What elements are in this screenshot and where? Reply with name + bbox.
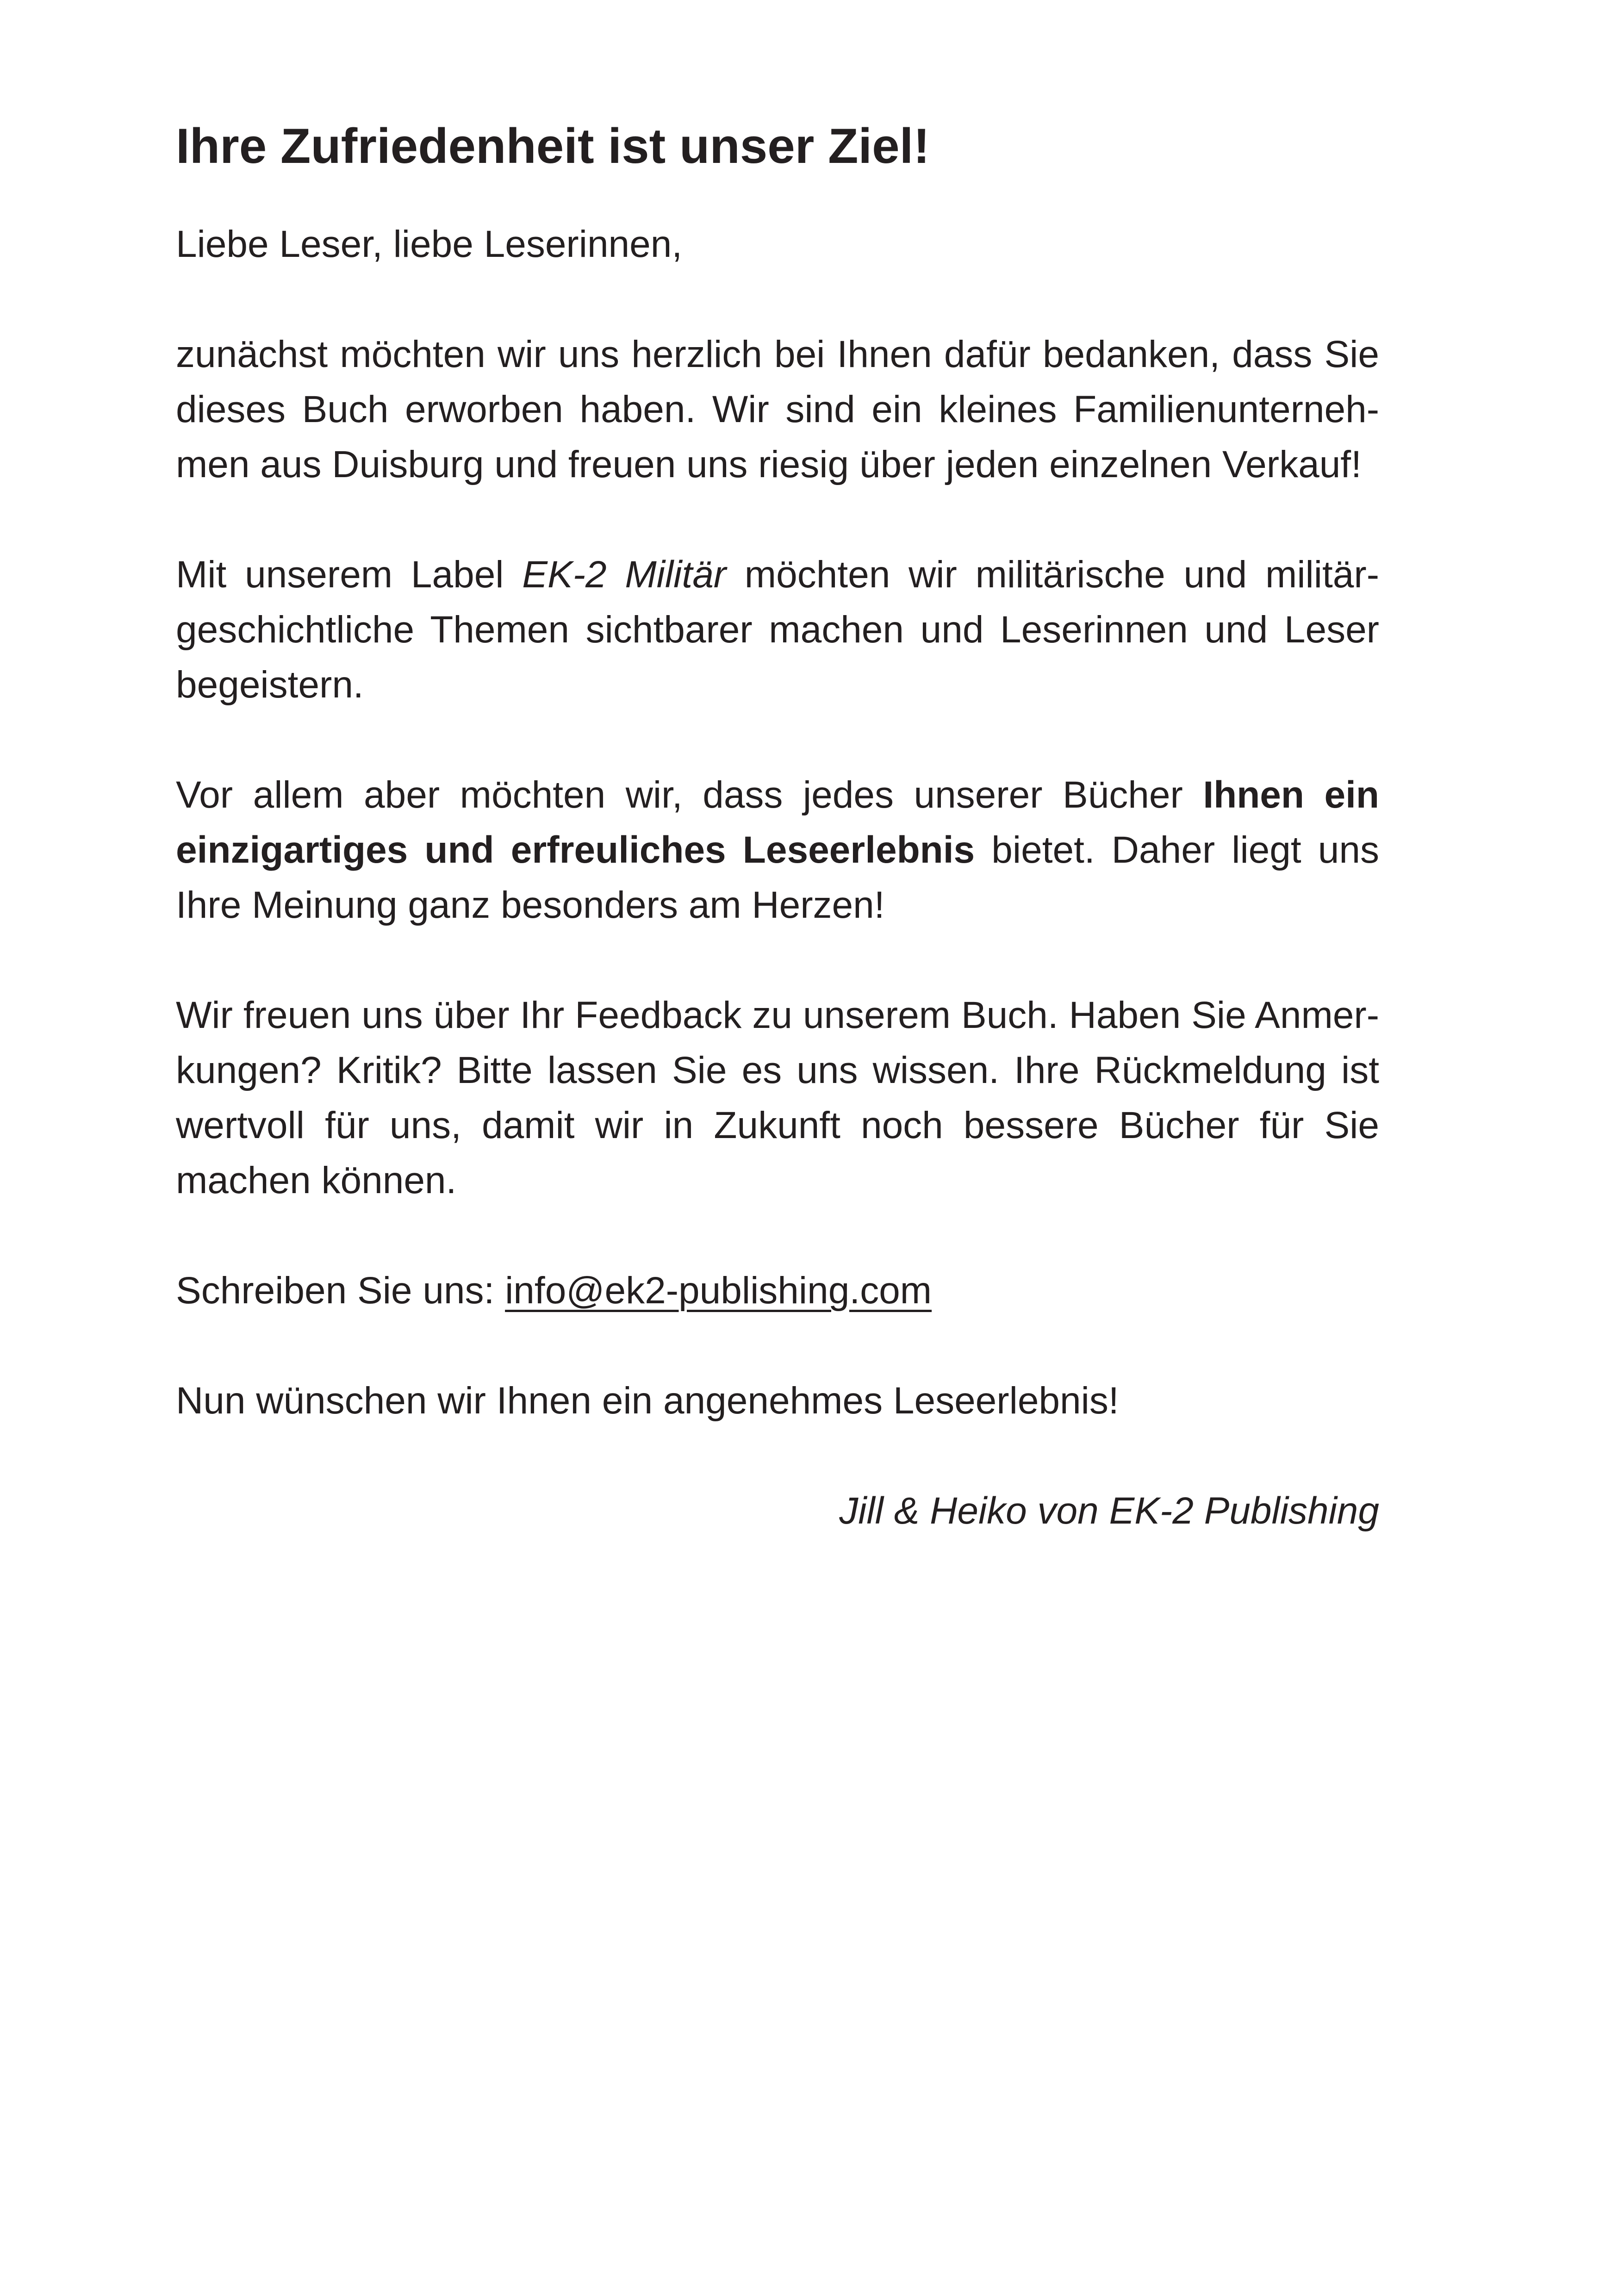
closing-line: Nun wünschen wir Ihnen ein angenehmes Leseerlebnis! bbox=[176, 1380, 1119, 1422]
page-title: Ihre Zufriedenheit ist unser Ziel! bbox=[176, 118, 930, 174]
signature: Jill & Heiko von EK-2 Publishing bbox=[839, 1490, 1379, 1532]
paragraph-label-before: Mit unserem Label bbox=[176, 554, 523, 596]
paragraph-label bbox=[176, 547, 1379, 712]
contact-prefix: Schreiben Sie uns: bbox=[176, 1269, 505, 1312]
paragraph-experience-after: bietet. Daher liegt uns Ihre Meinung ganz besonders am Herzen! bbox=[176, 829, 1380, 926]
paragraph-experience-highlight: Ihnen ein einzigartiges und erfreuliches Leseerlebnis bbox=[176, 774, 1379, 871]
contact-line bbox=[176, 1263, 1379, 1318]
letter-body bbox=[176, 217, 1379, 1428]
paragraph-label-after: möchten wir militärische und militärgeschichtliche Themen sichtbarer machen und Leserinnen und Leser begeistern. bbox=[176, 554, 1379, 706]
greeting: Liebe Leser, liebe Leserinnen, bbox=[176, 223, 683, 265]
paragraph-experience-before: Vor allem aber möchten wir, dass jedes unserer Bücher bbox=[176, 774, 1203, 816]
paragraph-experience bbox=[176, 767, 1379, 933]
paragraph-feedback: Wir freuen uns über Ihr Feedback zu unserem Buch. Haben Sie Anmerkungen? Kritik? Bitte lassen Sie es uns wissen. Ihre Rückmeldung ist wertvoll für uns, damit wir in Zukunft noch bessere Bücher für Sie machen können. bbox=[176, 994, 1379, 1201]
paragraph-thanks: zunächst möchten wir uns herzlich bei Ihnen dafür bedanken, dass Sie dieses Buch erworben haben. Wir sind ein kleines Familienunternehmen aus Duisburg und freuen uns riesig über jeden einzelnen Verkauf! bbox=[176, 333, 1379, 485]
label-name: EK-2 Militär bbox=[522, 554, 727, 596]
email-link[interactable]: info@ek2-publishing.com bbox=[505, 1269, 932, 1312]
letter-page bbox=[176, 111, 1379, 1538]
